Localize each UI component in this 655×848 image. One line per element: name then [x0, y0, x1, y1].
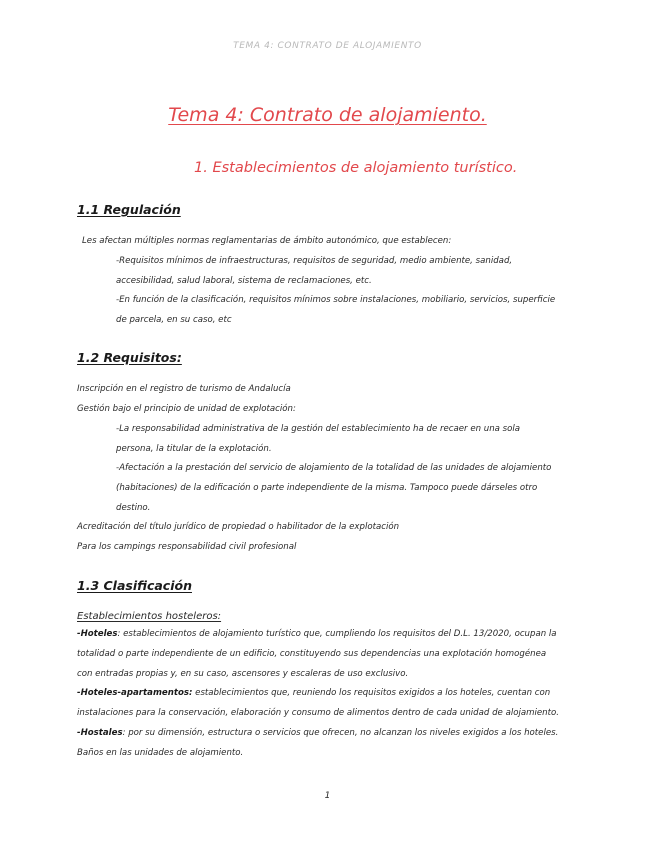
regulacion-bullet-2-line-2: de parcela, en su caso, etc [116, 315, 232, 325]
hoteles-line-3: con entradas propias y, en su caso, ascensores y escaleras de uso exclusivo. [77, 669, 409, 679]
regulacion-intro: Les afectan múltiples normas reglamentarias de ámbito autonómico, que establecen: [82, 236, 452, 246]
heading-regulacion: 1.1 Regulación [77, 202, 181, 217]
hoteles-line-1 [77, 629, 557, 639]
section-title: 1. Establecimientos de alojamiento turístico. [194, 160, 518, 176]
requisitos-bullet-2-line-1: -Afectación a la prestación del servicio de alojamiento de la totalidad de las unidades de alojamiento [116, 463, 552, 473]
requisitos-line-2: Gestión bajo el principio de unidad de explotación: [77, 404, 296, 414]
hoteles-apartamentos-line-1 [77, 688, 550, 698]
term-hostales: -Hostales [77, 728, 123, 738]
hoteles-text: : establecimientos de alojamiento turístico que, cumpliendo los requisitos del D.L. 13/2020, ocupan la [117, 629, 557, 639]
page-title: Tema 4: Contrato de alojamiento. [168, 104, 487, 126]
requisitos-bullet-2-line-2: (habitaciones) de la edificación o parte independiente de la misma. Tampoco puede dárseles otro [116, 483, 538, 493]
term-hoteles: -Hoteles [77, 629, 118, 639]
hostales-line-2: Baños en las unidades de alojamiento. [77, 748, 244, 758]
running-header: TEMA 4: CONTRATO DE ALOJAMIENTO [233, 41, 422, 51]
requisitos-line-4: Para los campings responsabilidad civil profesional [77, 542, 297, 552]
requisitos-bullet-1-line-1: -La responsabilidad administrativa de la gestión del establecimiento ha de recaer en una sola [116, 424, 521, 434]
hoteles-line-2: totalidad o parte independiente de un edificio, constituyendo sus dependencias una explotación homogénea [77, 649, 547, 659]
term-hoteles-apartamentos: -Hoteles-apartamentos: [77, 688, 193, 698]
hoteles-apartamentos-line-2: instalaciones para la conservación, elaboración y consumo de alimentos dentro de cada unidad de alojamiento. [77, 708, 559, 718]
hoteles-apartamentos-text: establecimientos que, reuniendo los requisitos exigidos a los hoteles, cuentan con [192, 688, 551, 698]
requisitos-bullet-2-line-3: destino. [116, 503, 151, 513]
requisitos-bullet-1-line-2: persona, la titular de la explotación. [116, 444, 272, 454]
requisitos-line-3: Acreditación del título jurídico de propiedad o habilitador de la explotación [77, 522, 400, 532]
heading-requisitos: 1.2 Requisitos: [77, 350, 182, 365]
hostales-text: : por su dimensión, estructura o servicios que ofrecen, no alcanzan los niveles exigidos a los hoteles. [122, 728, 559, 738]
requisitos-line-1: Inscripción en el registro de turismo de Andalucía [77, 384, 291, 394]
heading-clasificacion: 1.3 Clasificación [77, 578, 192, 593]
regulacion-bullet-1-line-2: accesibilidad, salud laboral, sistema de reclamaciones, etc. [116, 276, 372, 286]
regulacion-bullet-2-line-1: -En función de la clasificación, requisitos mínimos sobre instalaciones, mobiliario, servicios, superficie [116, 295, 556, 305]
page-number: 1 [324, 791, 331, 801]
hostales-line-1 [77, 728, 558, 738]
subheading-establecimientos-hosteleros: Establecimientos hosteleros: [77, 611, 222, 622]
regulacion-bullet-1-line-1: -Requisitos mínimos de infraestructuras, requisitos de seguridad, medio ambiente, sanidad, [116, 256, 513, 266]
